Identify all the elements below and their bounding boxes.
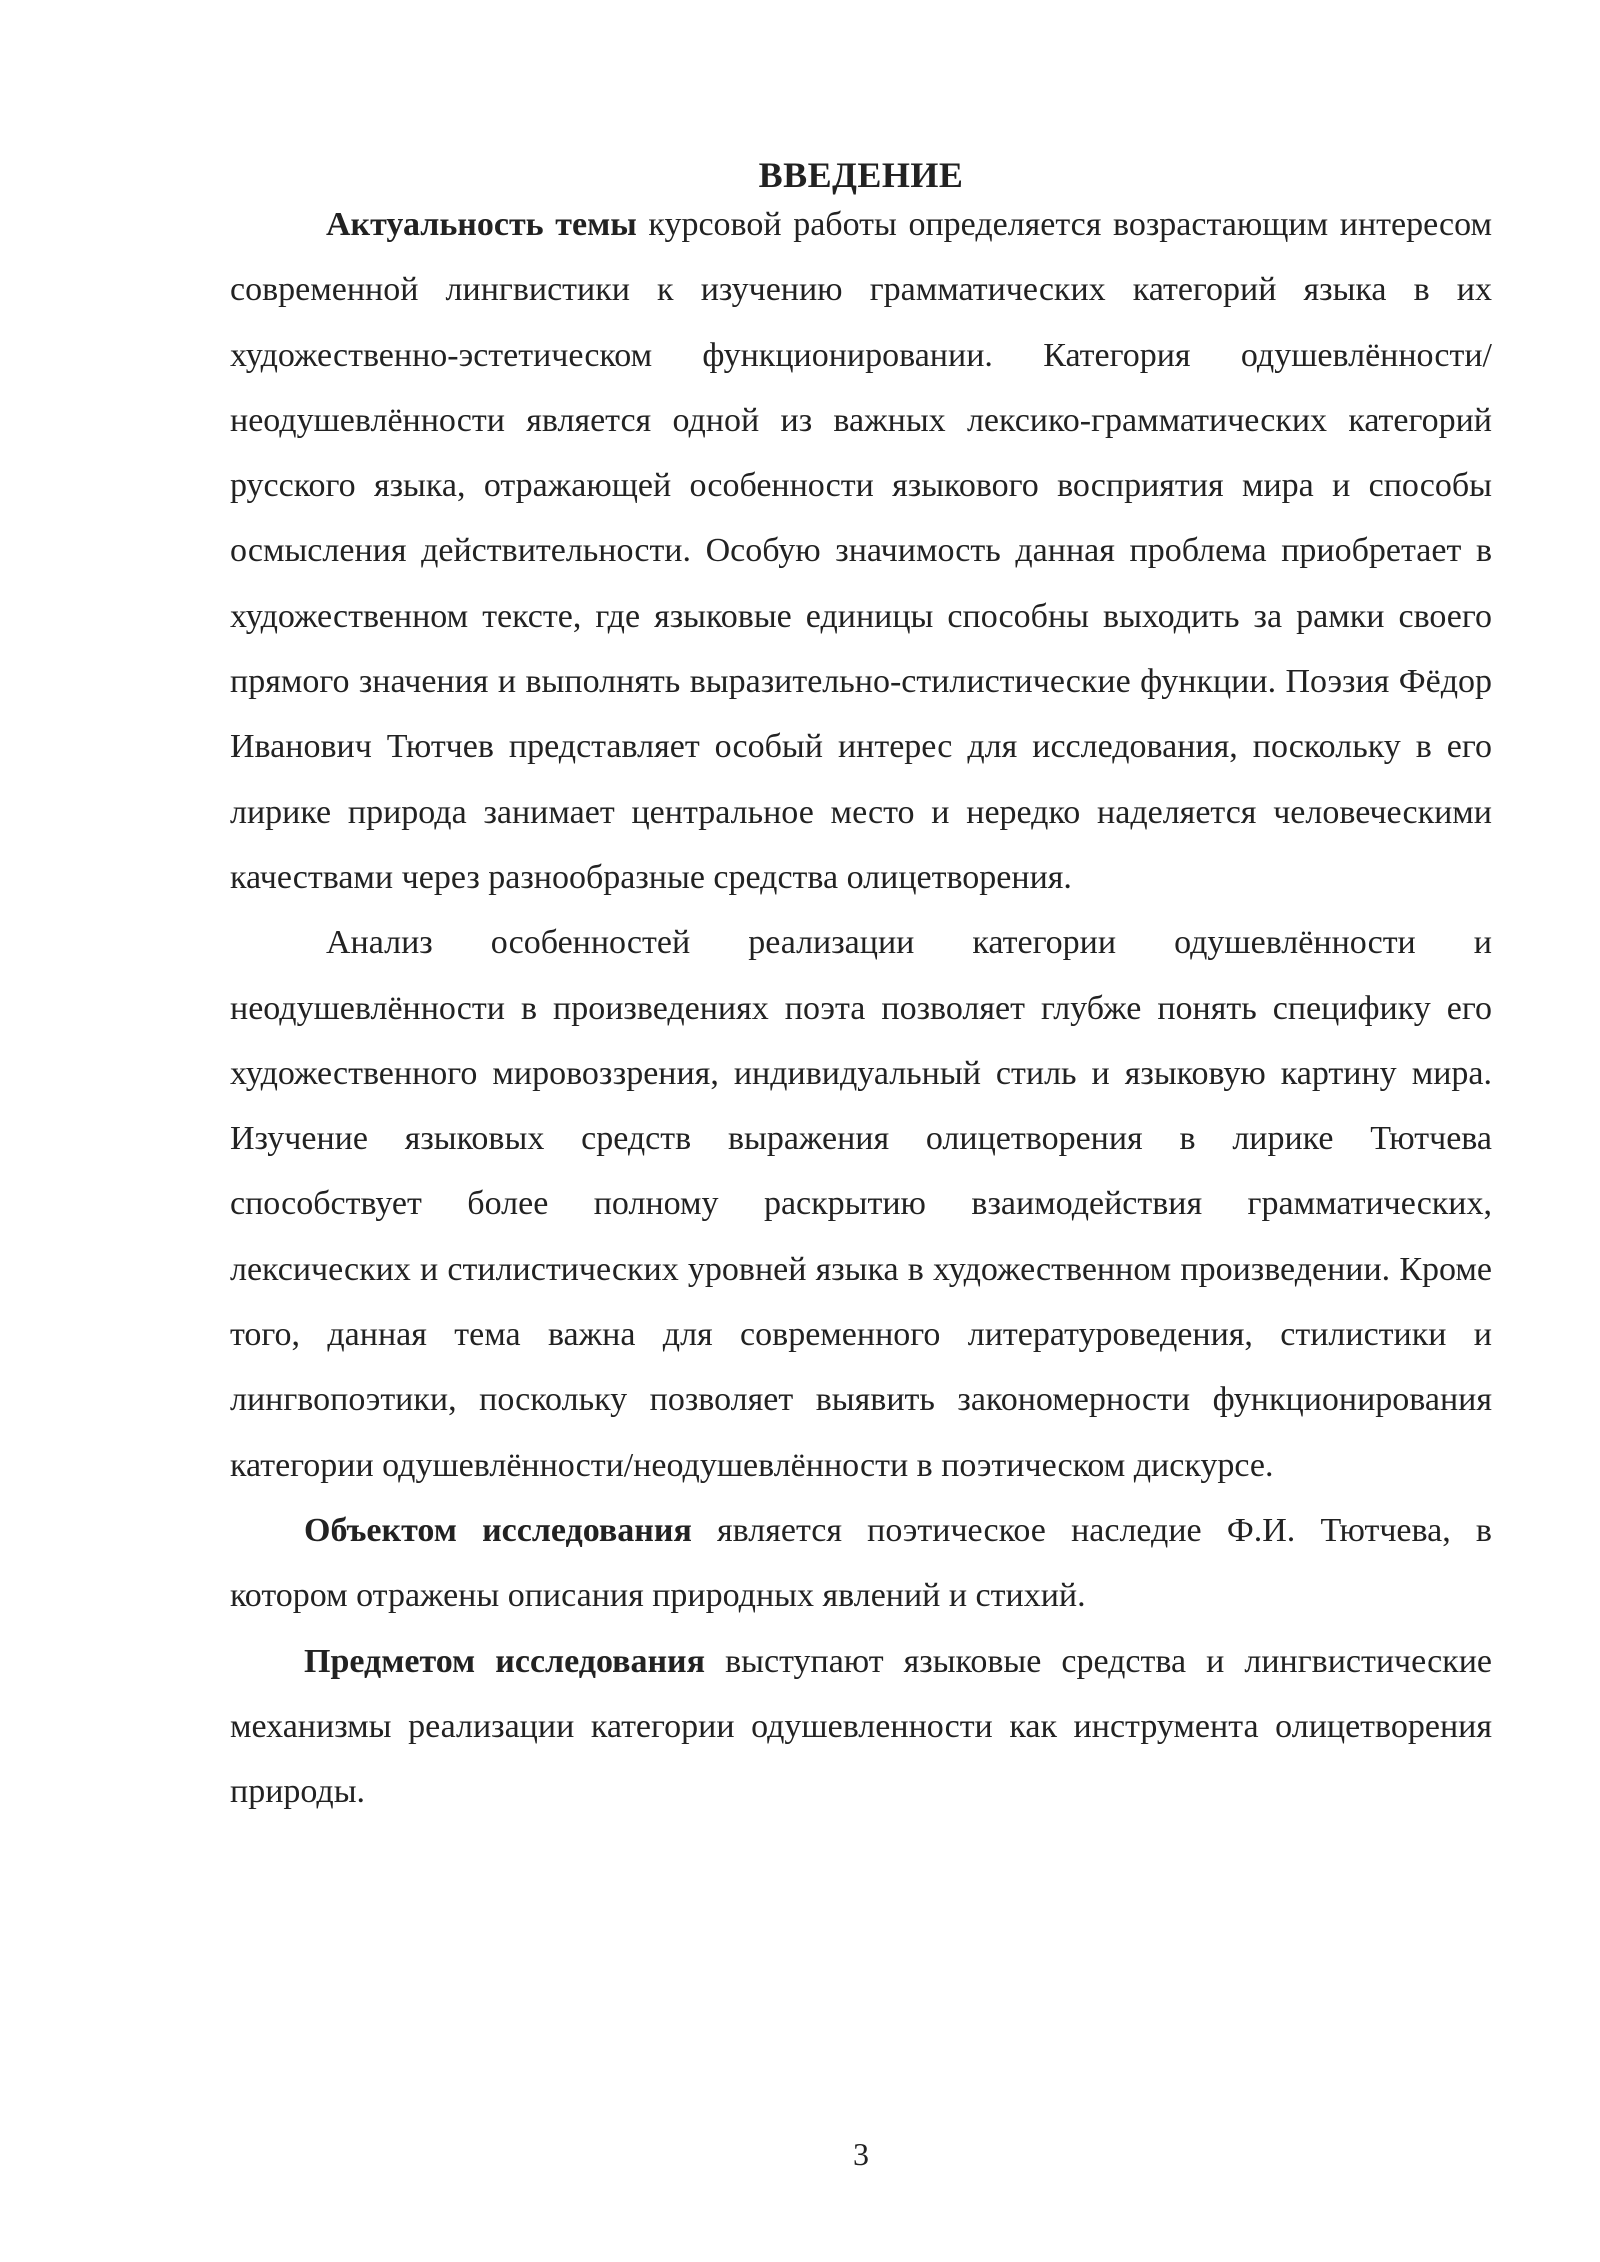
paragraph-text-object: является поэтическое наследие Ф.И. Тютчева, в котором отражены описания природных явлений и стихий.: [230, 1511, 1492, 1615]
paragraph-relevance: [230, 192, 1492, 910]
paragraph-object: [230, 1498, 1492, 1629]
page-number: 3: [853, 2136, 869, 2172]
paragraph-text-relevance: курсовой работы определяется возрастающим интересом современной лингвистики к изучению грамматических категорий языка в их художественно-эстетическом функционировании. Категория одушевлённости/неодушевлённости является одной из важных лексико-грамматических категорий русского языка, отражающей особенности языкового восприятия мира и способы осмысления действительности. Особую значимость данная проблема приобретает в художественном тексте, где языковые единицы способны выходить за рамки своего прямого значения и выполнять выразительно-стилистические функции. Поэзия Фёдор Иванович Тютчев представляет особый интерес для исследования, поскольку в его лирике природа занимает центральное место и нередко наделяется человеческими качествами через разнообразные средства олицетворения.: [230, 206, 1492, 896]
paragraph-lead-relevance: Актуальность темы: [326, 206, 637, 243]
paragraph-text-analysis: Анализ особенностей реализации категории одушевлённости и неодушевлённости в произведениях поэта позволяет глубже понять специфику его художественного мировоззрения, индивидуальный стиль и языковую картину мира. Изучение языковых средств выражения олицетворения в лирике Тютчева способствует более полному раскрытию взаимодействия грамматических, лексических и стилистических уровней языка в художественном произведении. Кроме того, данная тема важна для современного литературоведения, стилистики и лингвопоэтики, поскольку позволяет выявить закономерности функционирования категории одушевлённости/неодушевлённости в поэтическом дискурсе.: [230, 924, 1492, 1484]
paragraph-lead-subject: Предметом исследования: [304, 1642, 706, 1680]
paragraph-lead-object: Объектом исследования: [304, 1511, 692, 1549]
section-heading: ВВЕДЕНИЕ: [758, 155, 964, 195]
body-text: [230, 192, 1492, 1824]
paragraph-subject: [230, 1629, 1492, 1825]
paragraph-analysis: [230, 910, 1492, 1498]
paragraph-text-subject: выступают языковые средства и лингвистические механизмы реализации категории одушевленности как инструмента олицетворения природы.: [230, 1642, 1492, 1811]
